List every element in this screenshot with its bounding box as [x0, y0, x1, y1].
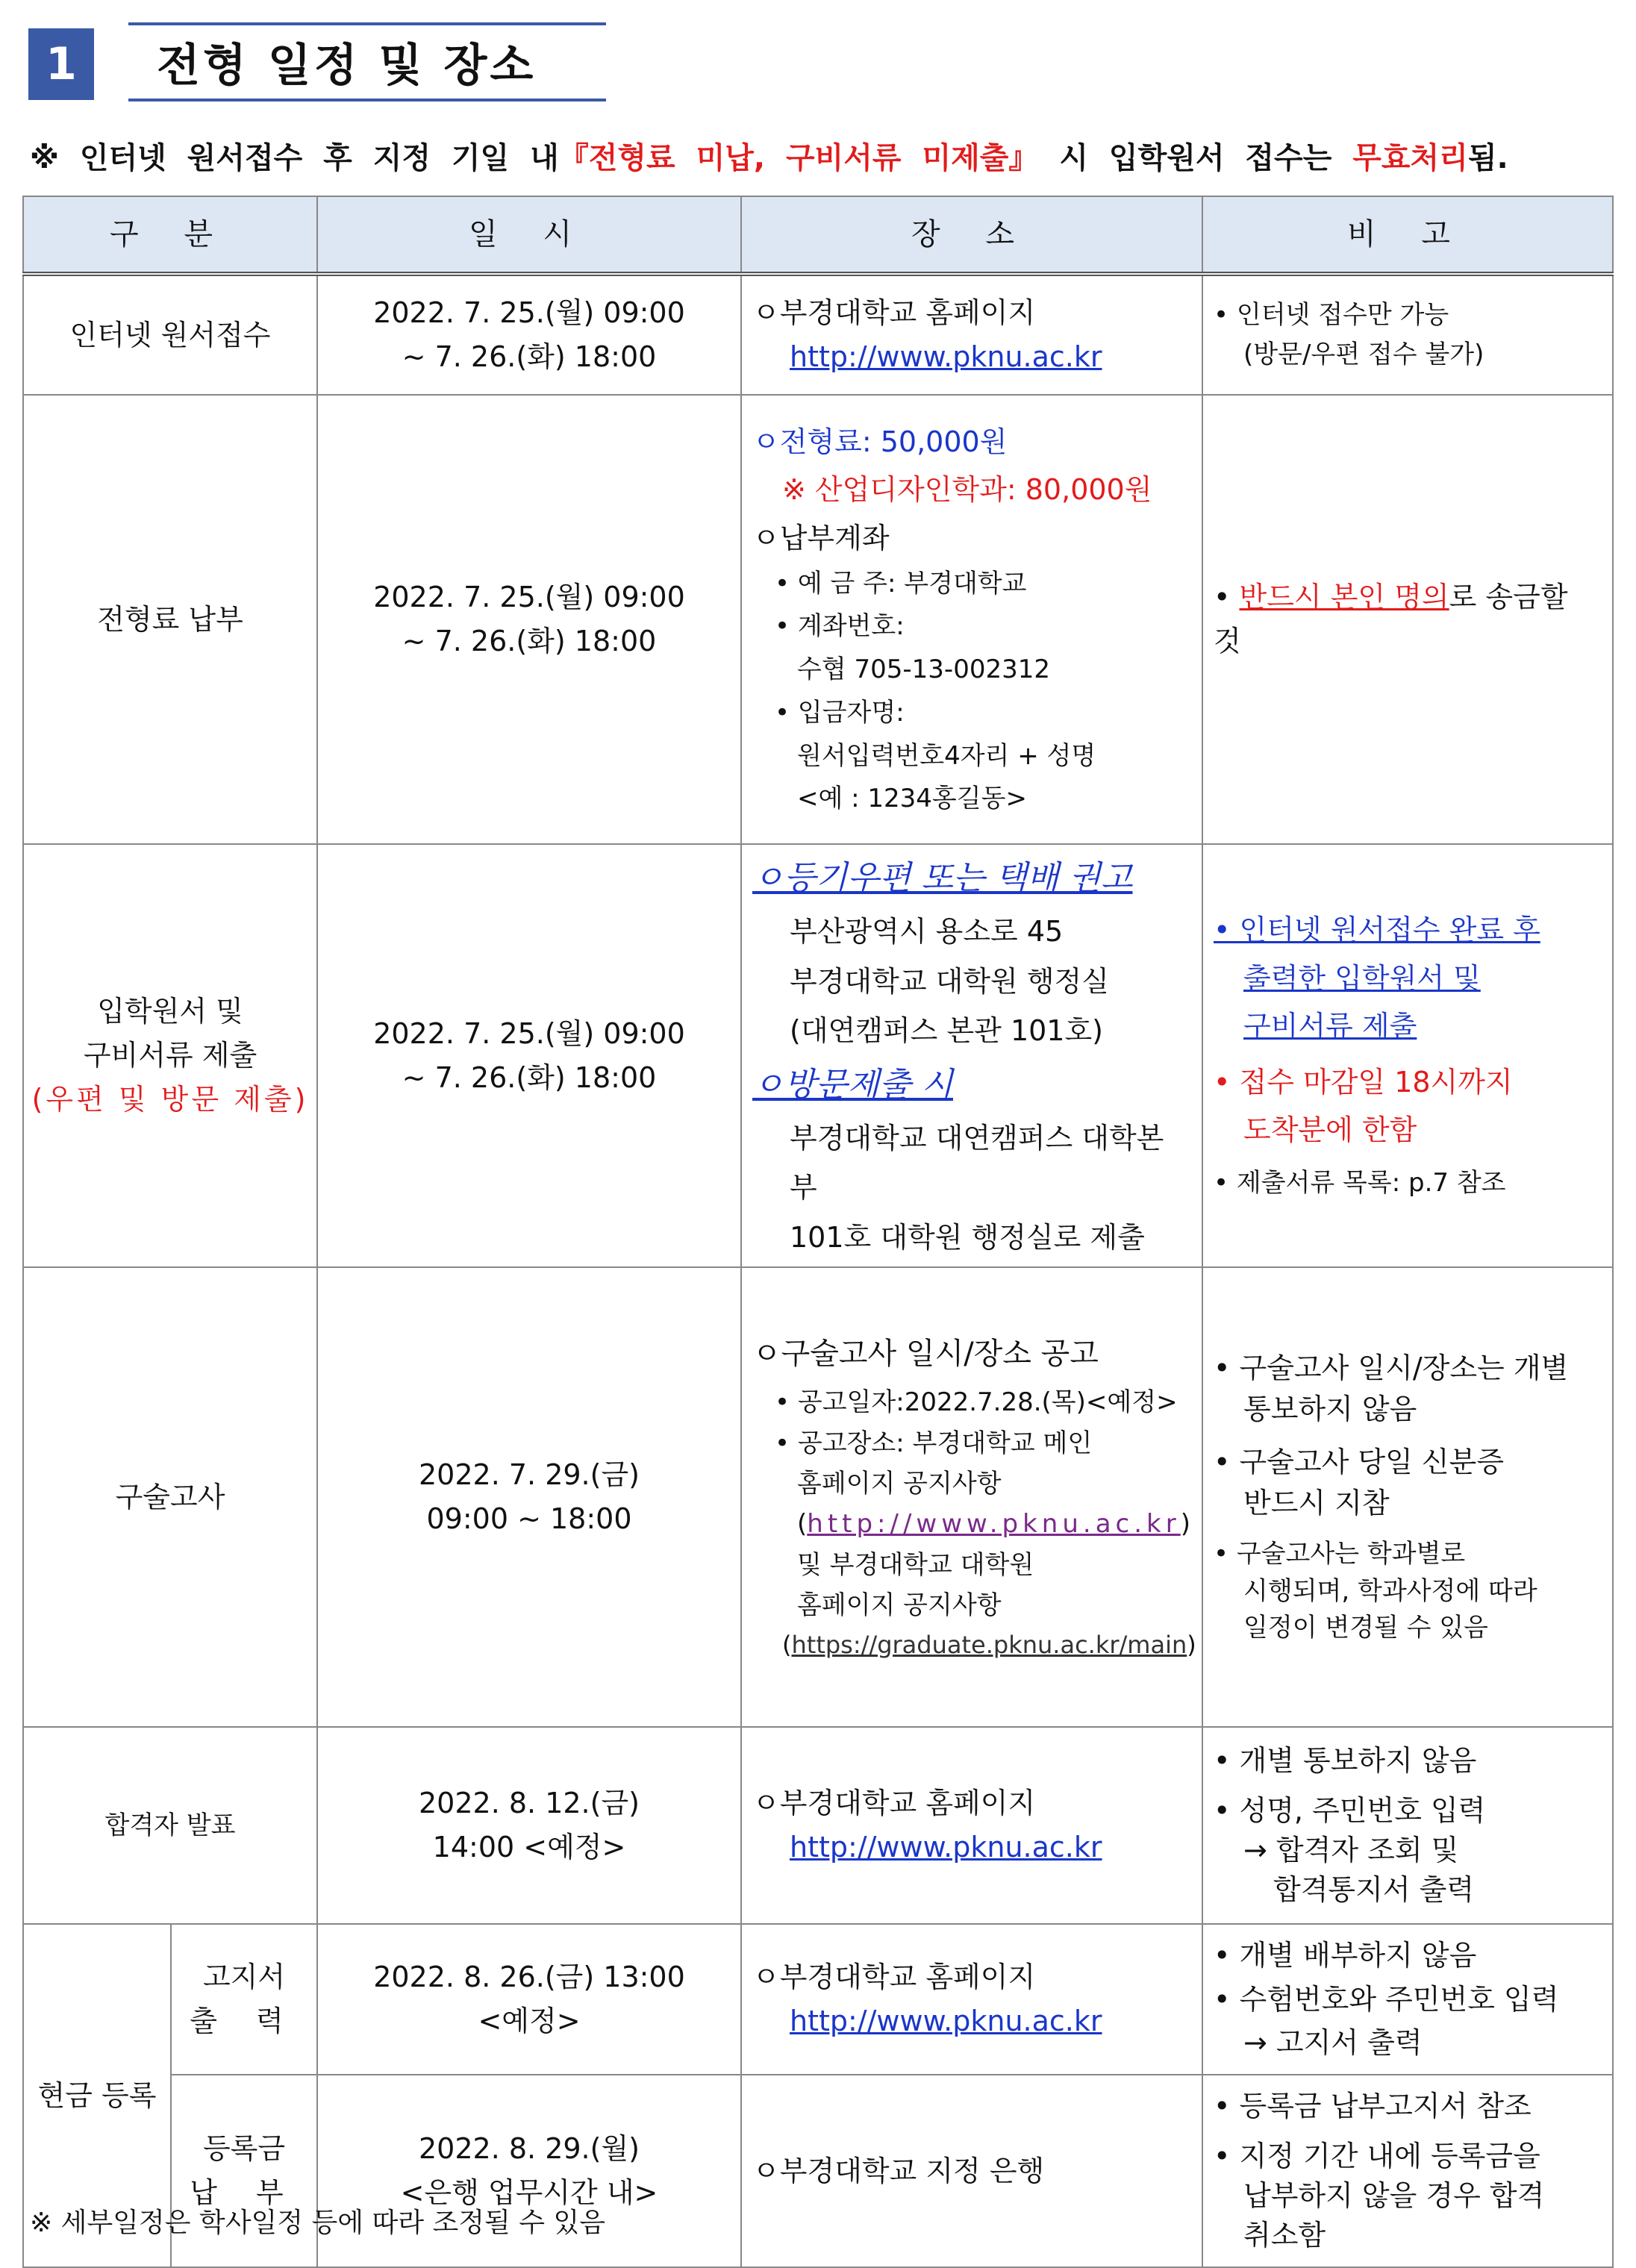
place-line: ㅇ부경대학교 홈페이지 [752, 1961, 1036, 1994]
place-line: • 공고일자:2022.7.28.(목)<예정> [775, 1387, 1178, 1418]
fee-exception: ※ 산업디자인학과: 80,000원 [782, 473, 1152, 507]
row-place [741, 274, 1202, 395]
notice-suffix: 됨. [1467, 141, 1508, 175]
header-category: 구 분 [23, 196, 317, 274]
date-line: 2022. 8. 29.(월) [419, 2132, 640, 2166]
place-line: 홈페이지 공지사항 [797, 1469, 1002, 1499]
place-line: 원서입력번호4자리 + 성명 [797, 740, 1096, 771]
account-number: 수협 705-13-002312 [797, 655, 1050, 685]
note-line: 납부하지 않을 경우 합격 [1243, 2179, 1545, 2212]
place-line: <예 : 1234홍길동> [797, 784, 1027, 814]
place-line: 101호 대학원 행정실로 제출 [790, 1220, 1145, 1254]
place-line: (대연캠퍼스 본관 101호) [790, 1014, 1104, 1047]
row-place [741, 1267, 1202, 1727]
place-line: 부경대학교 대학원 행정실 [790, 964, 1109, 998]
homepage-link[interactable]: http://www.pknu.ac.kr [790, 340, 1102, 373]
row-label: 전형료 납부 [23, 395, 317, 844]
note-line: 합격통지서 출력 [1273, 1873, 1475, 1907]
note-line: • 구술고사는 학과별로 [1214, 1539, 1466, 1569]
notice [30, 134, 1620, 177]
row-label: 현금 등록 [23, 1924, 171, 2267]
date-line: 2022. 7. 25.(월) 09:00 [373, 581, 685, 614]
note-line: → 합격자 조회 및 [1243, 1834, 1459, 1866]
note-line: • 인터넷 원서접수 완료 후 [1214, 913, 1540, 947]
schedule-table [22, 196, 1614, 2268]
place-line: 및 부경대학교 대학원 [797, 1549, 1034, 1580]
date-line: ~ 7. 26.(화) 18:00 [402, 625, 657, 657]
note-line: 출력한 입학원서 및 [1243, 961, 1481, 995]
place-line: 홈페이지 공지사항 [797, 1590, 1002, 1621]
row-note [1202, 395, 1613, 844]
row-place [741, 1924, 1202, 2075]
row-date [317, 1267, 741, 1727]
place-line: ㅇ부경대학교 지정 은행 [752, 2154, 1045, 2187]
note-line: • 접수 마감일 18시까지 [1214, 1065, 1513, 1099]
note-line: 반드시 지참 [1243, 1487, 1390, 1520]
date-line: 2022. 7. 25.(월) 09:00 [373, 1016, 685, 1050]
date-line: 2022. 8. 26.(금) 13:00 [373, 1961, 685, 1994]
row-date [317, 1924, 741, 2075]
place-line: • 계좌번호: [775, 611, 905, 642]
place-line: ㅇ부경대학교 홈페이지 [752, 1787, 1036, 1820]
row-note [1202, 844, 1613, 1267]
date-line: ~ 7. 26.(화) 18:00 [402, 1060, 657, 1094]
sub-label: 등록금 납 부 [171, 2075, 317, 2267]
table-row [23, 395, 1613, 844]
row-note [1202, 274, 1613, 395]
table-row [23, 1727, 1613, 1924]
title-rule-top [128, 22, 606, 25]
note-line: • 제출서류 목록: p.7 참조 [1214, 1168, 1506, 1199]
date-line: 2022. 7. 29.(금) [419, 1458, 640, 1492]
row-place [741, 1727, 1202, 1924]
place-line: • 입금자명: [775, 697, 905, 728]
notice-link[interactable]: (http://www.pknu.ac.kr) [797, 1509, 1190, 1540]
note-line: → 고지서 출력 [1243, 2026, 1423, 2060]
note-line: • 수험번호와 주민번호 입력 [1214, 1982, 1559, 2016]
note-line: 시행되며, 학과사정에 따라 [1243, 1575, 1537, 1606]
note-line: • 개별 배부하지 않음 [1214, 1938, 1477, 1972]
row-place [741, 844, 1202, 1267]
row-note [1202, 1267, 1613, 1727]
note-line: • 지정 기간 내에 등록금을 [1214, 2139, 1540, 2172]
header-note: 비 고 [1202, 196, 1613, 274]
row-label: 구술고사 [23, 1267, 317, 1727]
note-line: • 등록금 납부고지서 참조 [1214, 2089, 1532, 2122]
note-line: 도착분에 한함 [1243, 1113, 1417, 1147]
row-date [317, 844, 741, 1267]
note-line: • 성명, 주민번호 입력 [1214, 1793, 1486, 1827]
title-rule-bottom [128, 99, 606, 101]
table-row [23, 1924, 1613, 2075]
notice-highlight2: 무효처리 [1352, 141, 1468, 175]
date-line: 2022. 8. 12.(금) [419, 1787, 640, 1820]
section-number: 1 [28, 28, 94, 100]
sub-label: 고지서 출 력 [171, 1924, 317, 2075]
note-line: 취소함 [1243, 2219, 1326, 2252]
note-line: 일정이 변경될 수 있음 [1243, 1612, 1489, 1643]
note-line: • 인터넷 접수만 가능 [1214, 300, 1449, 331]
notice-prefix: ※ 인터넷 원서접수 후 지정 기일 내 [30, 141, 559, 175]
date-line: <예정> [478, 2005, 581, 2037]
section-title: 전형 일정 및 장소 [157, 40, 537, 92]
place-line: 부경대학교 대연캠퍼스 대학본부 [790, 1121, 1164, 1204]
place-line: ㅇ납부계좌 [752, 521, 890, 554]
note-line: • 구술고사 당일 신분증 [1214, 1446, 1505, 1479]
footer-note: ※ 세부일정은 학사일정 등에 따라 조정될 수 있음 [30, 2208, 606, 2238]
header-datetime: 일 시 [317, 196, 741, 274]
notice-highlight: 『전형료 미납, 구비서류 미제출』 [558, 141, 1039, 175]
place-line: 부산광역시 용소로 45 [790, 915, 1064, 948]
table-header-row [23, 196, 1613, 274]
date-line: 09:00 ~ 18:00 [426, 1502, 632, 1535]
place-heading: ㅇ등기우편 또는 택배 권고 [752, 859, 1133, 897]
row-label: 입학원서 및 구비서류 제출 (우편 및 방문 제출) [23, 844, 317, 1267]
note-line: 구비서류 제출 [1243, 1010, 1417, 1043]
place-heading: ㅇ구술고사 일시/장소 공고 [752, 1337, 1099, 1372]
row-label: 인터넷 원서접수 [23, 274, 317, 395]
note-line: (방문/우편 접수 불가) [1243, 340, 1484, 369]
table-row [23, 1267, 1613, 1727]
date-line: 2022. 7. 25.(월) 09:00 [373, 296, 685, 330]
row-date [317, 1727, 741, 1924]
place-line: • 공고장소: 부경대학교 메인 [775, 1428, 1093, 1458]
row-note [1202, 1924, 1613, 2075]
place-line: • 예 금 주: 부경대학교 [775, 568, 1027, 599]
row-label: 합격자 발표 [23, 1727, 317, 1924]
place-line: ㅇ부경대학교 홈페이지 [752, 296, 1036, 330]
date-line: <은행 업무시간 내> [400, 2176, 658, 2209]
note-line: • 개별 통보하지 않음 [1214, 1743, 1477, 1777]
graduate-link[interactable]: (https://graduate.pknu.ac.kr/main) [782, 1630, 1196, 1659]
date-line: 14:00 <예정> [432, 1831, 626, 1864]
row-place [741, 2075, 1202, 2267]
row-place [741, 395, 1202, 844]
note-line: • 반드시 본인 명의로 송금할 것 [1214, 581, 1568, 657]
homepage-link[interactable]: http://www.pknu.ac.kr [790, 1831, 1102, 1864]
row-note [1202, 2075, 1613, 2267]
row-note [1202, 1727, 1613, 1924]
homepage-link[interactable]: http://www.pknu.ac.kr [790, 2005, 1102, 2037]
table-row [23, 844, 1613, 1267]
table-row [23, 274, 1613, 395]
note-line: 통보하지 않음 [1243, 1392, 1417, 1425]
place-heading: ㅇ방문제출 시 [752, 1065, 954, 1104]
fee-amount: ㅇ전형료: 50,000원 [752, 425, 1008, 458]
date-line: ~ 7. 26.(화) 18:00 [402, 340, 657, 373]
notice-middle: 시 입학원서 접수는 [1059, 141, 1332, 175]
note-line: • 구술고사 일시/장소는 개별 [1214, 1351, 1569, 1384]
row-date [317, 274, 741, 395]
row-date [317, 395, 741, 844]
header-place: 장 소 [741, 196, 1202, 274]
